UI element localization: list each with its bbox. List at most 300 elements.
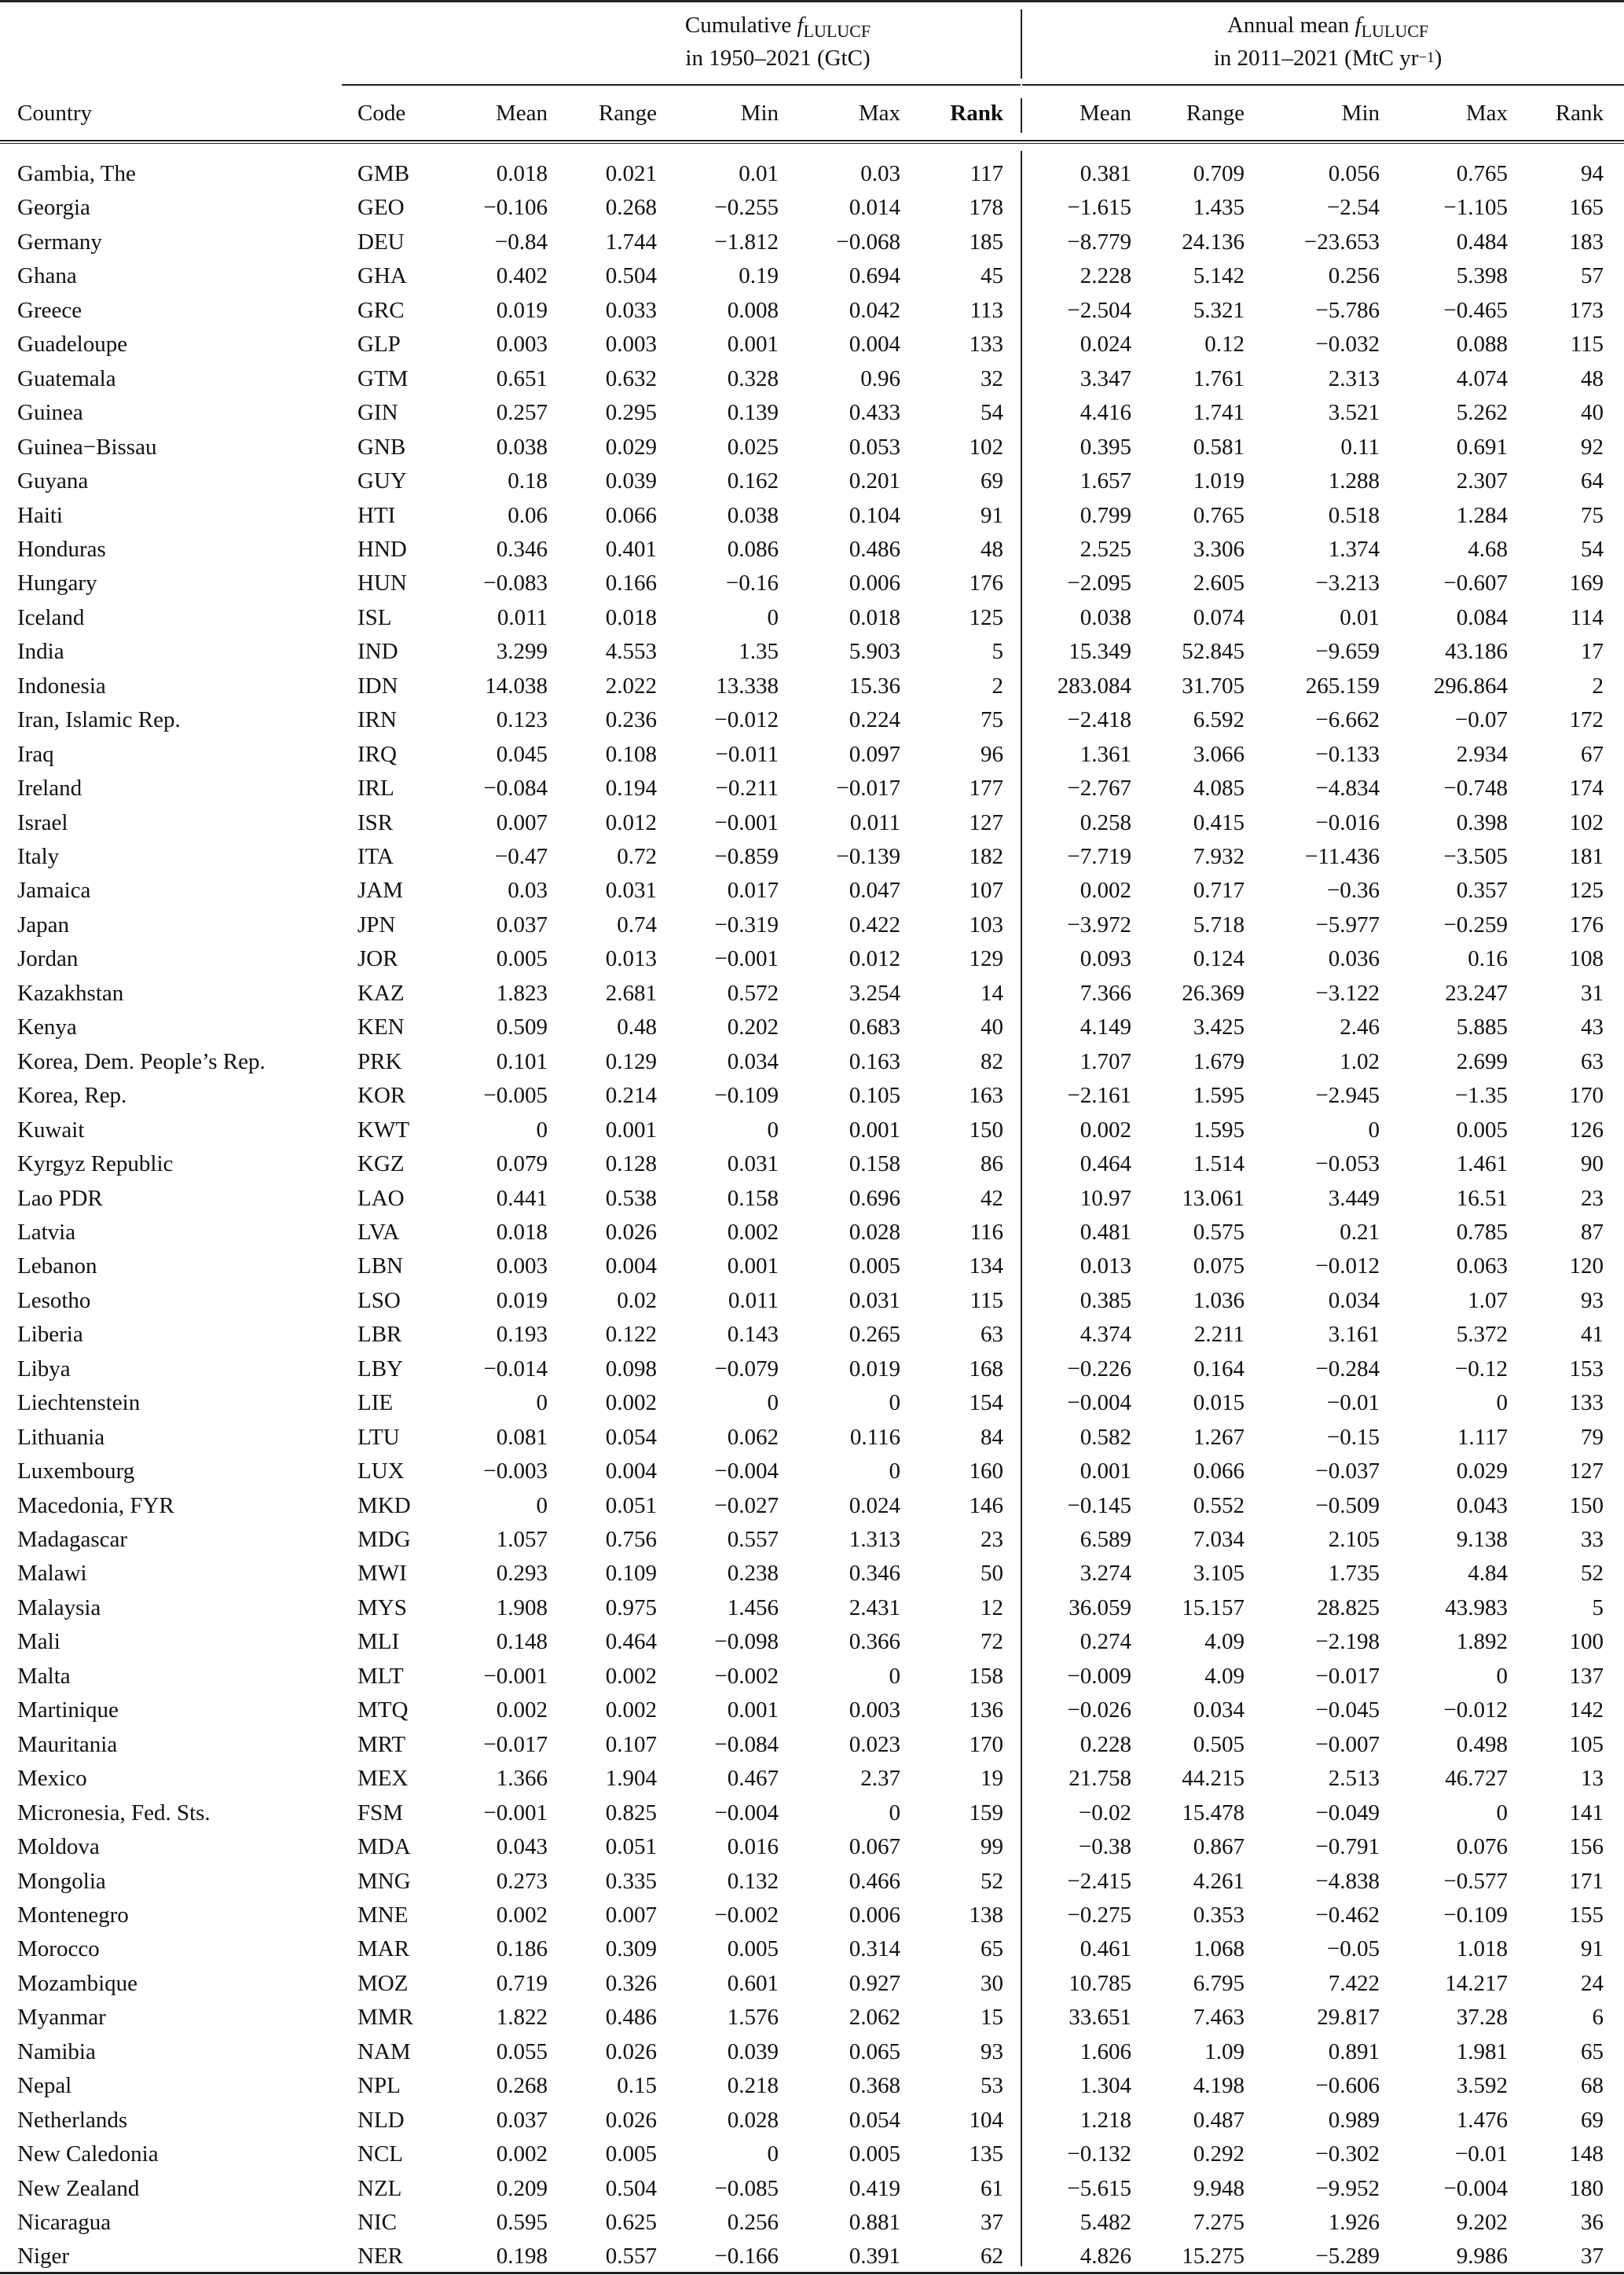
cell-code: LUX	[357, 1459, 405, 1484]
cell-ann-range: 5.718	[1193, 912, 1245, 938]
cell-cum-range: 0.054	[605, 1424, 657, 1450]
cell-country: Kazakhstan	[17, 980, 124, 1006]
cell-ann-mean: 33.651	[1069, 2005, 1131, 2031]
cell-cum-max: 0.053	[849, 434, 900, 460]
cell-cum-rank: 72	[981, 1629, 1003, 1655]
group-rule-left	[342, 84, 1021, 86]
cell-country: Malawi	[17, 1561, 87, 1587]
cell-cum-range: 0.538	[605, 1185, 657, 1211]
cell-ann-min: −0.017	[1315, 1663, 1380, 1689]
cell-cum-range: 0.002	[605, 1697, 657, 1723]
cell-cum-range: 1.904	[605, 1766, 657, 1792]
cell-cum-min: 0.062	[727, 1424, 779, 1450]
cell-country: Malta	[17, 1663, 71, 1689]
cell-cum-range: 0.464	[605, 1629, 657, 1655]
cell-ann-rank: 125	[1569, 878, 1604, 904]
cell-code: NZL	[357, 2175, 402, 2201]
cell-cum-rank: 160	[969, 1459, 1003, 1484]
cell-cum-range: 0.825	[605, 1800, 657, 1826]
cell-cum-rank: 185	[969, 229, 1003, 255]
cell-cum-rank: 115	[970, 1287, 1003, 1313]
cell-ann-range: 0.581	[1193, 434, 1245, 460]
cell-cum-max: 0.097	[849, 741, 900, 767]
cell-ann-min: 2.313	[1328, 365, 1380, 391]
cell-ann-mean: 1.657	[1080, 468, 1131, 494]
cell-ann-range: 0.717	[1193, 878, 1245, 904]
cell-ann-rank: 181	[1569, 844, 1604, 869]
cell-code: ITA	[357, 844, 394, 869]
cell-cum-max: 0.466	[849, 1868, 900, 1894]
cell-cum-mean: 1.366	[496, 1766, 548, 1792]
cell-cum-rank: 116	[970, 1219, 1003, 1245]
cell-cum-mean: −0.001	[483, 1663, 548, 1689]
cell-ann-rank: 13	[1581, 1766, 1604, 1792]
table-row	[0, 1693, 1624, 1727]
cell-country: Jordan	[17, 946, 79, 972]
cell-cum-mean: 0.101	[496, 1048, 548, 1074]
table-row	[0, 226, 1624, 259]
cell-ann-rank: 54	[1581, 536, 1604, 562]
cell-ann-max: 0.785	[1456, 1219, 1508, 1245]
cell-ann-max: 3.592	[1456, 2073, 1508, 2099]
cell-cum-mean: 0.018	[496, 161, 548, 186]
cell-cum-mean: −0.083	[483, 571, 548, 596]
cell-cum-min: 1.576	[727, 2005, 779, 2031]
cell-ann-min: −5.289	[1315, 2244, 1380, 2269]
cell-cum-min: 0.016	[727, 1834, 779, 1860]
cell-country: Netherlands	[17, 2107, 128, 2133]
cell-cum-mean: 1.908	[496, 1594, 548, 1620]
cell-cum-range: 0.051	[605, 1492, 657, 1518]
cell-cum-min: −0.255	[714, 195, 779, 221]
cell-cum-min: 0.031	[727, 1151, 779, 1177]
cell-ann-max: 1.981	[1456, 2038, 1508, 2064]
cell-ann-range: 4.198	[1193, 2073, 1245, 2099]
cell-cum-mean: 0.148	[496, 1629, 548, 1655]
cell-ann-min: −5.977	[1315, 912, 1380, 938]
cell-cum-range: 0.013	[605, 946, 657, 972]
cell-ann-rank: 94	[1581, 161, 1604, 186]
cell-cum-max: 0.031	[849, 1287, 900, 1313]
cell-ann-mean: 3.274	[1080, 1561, 1131, 1587]
cell-cum-max: 0.001	[849, 1117, 900, 1143]
cell-ann-range: 1.036	[1193, 1287, 1245, 1313]
cell-ann-max: −0.12	[1454, 1356, 1508, 1382]
cell-ann-max: 0.484	[1456, 229, 1508, 255]
cell-cum-rank: 12	[981, 1594, 1003, 1620]
table-row	[0, 942, 1624, 976]
cell-code: MKD	[357, 1492, 411, 1518]
cell-cum-mean: 0.055	[496, 2038, 548, 2064]
cell-ann-max: −0.259	[1443, 912, 1508, 938]
cell-ann-rank: 91	[1581, 1936, 1604, 1962]
cell-code: MAR	[357, 1936, 410, 1962]
cell-cum-rank: 52	[981, 1868, 1003, 1894]
cell-ann-max: 9.986	[1456, 2244, 1508, 2269]
cell-cum-max: −0.017	[836, 776, 900, 802]
cell-cum-range: 0.295	[605, 400, 657, 426]
cell-ann-range: 1.761	[1193, 365, 1245, 391]
cell-ann-mean: 4.149	[1080, 1015, 1131, 1040]
cell-ann-max: 9.202	[1456, 2210, 1508, 2235]
cell-cum-rank: 75	[981, 707, 1003, 733]
cell-country: Mexico	[17, 1766, 87, 1792]
cell-cum-mean: −0.005	[483, 1083, 548, 1109]
cell-ann-min: −2.54	[1326, 195, 1380, 221]
cell-country: Mozambique	[17, 1970, 138, 1996]
cell-ann-range: 52.845	[1182, 639, 1245, 665]
cell-ann-range: 0.015	[1193, 1390, 1245, 1416]
cell-cum-range: 0.003	[605, 332, 657, 358]
cell-ann-min: 1.288	[1328, 468, 1380, 494]
cell-ann-max: 0.005	[1456, 1117, 1508, 1143]
cell-ann-min: 28.825	[1317, 1594, 1380, 1620]
cell-cum-rank: 99	[981, 1834, 1003, 1860]
cell-ann-rank: 102	[1569, 809, 1604, 835]
cell-code: GUY	[357, 468, 407, 494]
cell-ann-rank: 17	[1581, 639, 1604, 665]
cell-ann-mean: 4.826	[1080, 2244, 1131, 2269]
cell-code: PRK	[357, 1048, 402, 1074]
cell-cum-mean: 0	[536, 1390, 548, 1416]
cell-cum-rank: 146	[969, 1492, 1003, 1518]
cell-ann-rank: 127	[1569, 1459, 1604, 1484]
cell-ann-range: 1.741	[1193, 400, 1245, 426]
cell-ann-range: 4.09	[1204, 1629, 1245, 1655]
cell-cum-range: 0.108	[605, 741, 657, 767]
cell-cum-range: 0.401	[605, 536, 657, 562]
cell-ann-rank: 37	[1581, 2244, 1604, 2269]
cell-ann-mean: −0.004	[1067, 1390, 1131, 1416]
cell-country: Macedonia, FYR	[17, 1492, 174, 1518]
cell-ann-mean: 0.395	[1080, 434, 1131, 460]
cell-cum-max: 0.201	[849, 468, 900, 494]
cell-ann-min: 0.034	[1328, 1287, 1380, 1313]
cell-code: LBR	[357, 1322, 402, 1348]
table-row	[0, 1079, 1624, 1113]
cell-ann-range: 0.066	[1193, 1459, 1245, 1484]
col-header-cum-range: Range	[598, 101, 657, 126]
cell-ann-min: −0.284	[1315, 1356, 1380, 1382]
cell-ann-mean: 1.218	[1080, 2107, 1131, 2133]
cell-cum-min: 0.001	[727, 332, 779, 358]
cell-ann-rank: 150	[1569, 1492, 1604, 1518]
cell-ann-min: 1.926	[1328, 2210, 1380, 2235]
symbol-f: f	[797, 13, 804, 38]
cell-cum-max: 0.116	[849, 1424, 900, 1450]
cell-cum-max: 0.004	[849, 332, 900, 358]
cell-code: LBN	[357, 1253, 403, 1279]
cell-code: GTM	[357, 365, 409, 391]
cell-ann-min: 0	[1368, 1117, 1380, 1143]
cell-country: Lithuania	[17, 1424, 105, 1450]
cell-country: Micronesia, Fed. Sts.	[17, 1800, 211, 1826]
cell-ann-rank: 108	[1569, 946, 1604, 972]
cell-ann-max: 296.864	[1433, 673, 1508, 699]
cell-cum-max: 0.019	[849, 1356, 900, 1382]
cell-ann-rank: 79	[1581, 1424, 1604, 1450]
cell-cum-range: 0.48	[617, 1015, 657, 1040]
cell-ann-max: 0.398	[1456, 809, 1508, 835]
cell-ann-rank: 174	[1569, 776, 1604, 802]
cell-ann-mean: 0.464	[1080, 1151, 1131, 1177]
cell-cum-rank: 177	[969, 776, 1003, 802]
cell-cum-mean: 0.441	[496, 1185, 548, 1211]
table-row	[0, 738, 1624, 772]
cell-ann-mean: 0.013	[1080, 1253, 1131, 1279]
cell-cum-mean: 0.018	[496, 1219, 548, 1245]
cell-ann-min: 0.01	[1340, 604, 1380, 630]
cell-cum-min: 0.162	[727, 468, 779, 494]
cell-ann-range: 0.867	[1193, 1834, 1245, 1860]
table-row	[0, 464, 1624, 498]
cell-cum-rank: 50	[981, 1561, 1003, 1587]
cell-code: HND	[357, 536, 407, 562]
cell-country: Lao PDR	[17, 1185, 103, 1211]
table-row	[0, 2001, 1624, 2035]
cell-ann-range: 0.074	[1193, 604, 1245, 630]
cell-ann-rank: 57	[1581, 263, 1604, 289]
cell-cum-max: 0.065	[849, 2038, 900, 2064]
cell-ann-max: 9.138	[1456, 1527, 1508, 1552]
cell-ann-range: 0.12	[1204, 332, 1245, 358]
cell-cum-min: 0.002	[727, 1219, 779, 1245]
cell-cum-min: 0.086	[727, 536, 779, 562]
cell-cum-rank: 182	[969, 844, 1003, 869]
cell-ann-mean: −0.132	[1067, 2141, 1131, 2167]
table-row	[0, 1899, 1624, 1932]
cell-cum-rank: 103	[969, 912, 1003, 938]
table-row	[0, 1625, 1624, 1659]
cell-country: Jamaica	[17, 878, 91, 904]
cell-ann-range: 0.709	[1193, 161, 1245, 186]
cell-country: Ireland	[17, 776, 82, 802]
cell-ann-range: 0.415	[1193, 809, 1245, 835]
cell-code: MMR	[357, 2005, 413, 2031]
table-row	[0, 1386, 1624, 1420]
table-row	[0, 396, 1624, 430]
cell-ann-rank: 75	[1581, 502, 1604, 528]
cell-cum-range: 0.268	[605, 195, 657, 221]
cell-ann-max: 43.983	[1445, 1594, 1508, 1620]
table-row	[0, 1318, 1624, 1352]
group-header-cumulative	[550, 9, 1006, 74]
cell-ann-range: 1.595	[1193, 1117, 1245, 1143]
cell-cum-range: 0.504	[605, 2175, 657, 2201]
cell-ann-max: −0.607	[1443, 571, 1508, 596]
cell-ann-rank: 142	[1569, 1697, 1604, 1723]
cell-cum-range: 0.098	[605, 1356, 657, 1382]
cell-ann-max: 4.68	[1468, 536, 1508, 562]
cell-ann-range: 1.514	[1193, 1151, 1245, 1177]
cell-cum-rank: 125	[969, 604, 1003, 630]
cell-cum-rank: 45	[981, 263, 1003, 289]
cell-ann-min: −9.952	[1315, 2175, 1380, 2201]
cell-country: Honduras	[17, 536, 106, 562]
cell-cum-rank: 154	[969, 1390, 1003, 1416]
cell-cum-rank: 93	[981, 2038, 1003, 2064]
cell-country: Greece	[17, 297, 82, 323]
cell-ann-max: 16.51	[1456, 1185, 1508, 1211]
cell-cum-range: 0.066	[605, 502, 657, 528]
table-row	[0, 806, 1624, 840]
cell-cum-min: 0	[767, 1117, 779, 1143]
cell-cum-rank: 69	[981, 468, 1003, 494]
cell-ann-min: −3.122	[1315, 980, 1380, 1006]
cell-ann-max: 2.934	[1456, 741, 1508, 767]
cell-ann-mean: 0.024	[1080, 332, 1131, 358]
cell-cum-min: −0.085	[714, 2175, 779, 2201]
cell-ann-mean: −2.767	[1067, 776, 1131, 802]
cell-ann-mean: 0.093	[1080, 946, 1131, 972]
symbol-f: f	[1355, 13, 1362, 38]
cell-ann-max: 0	[1496, 1800, 1508, 1826]
cell-cum-min: 0.19	[739, 263, 779, 289]
cell-ann-range: 4.261	[1193, 1868, 1245, 1894]
cell-ann-max: 1.892	[1456, 1629, 1508, 1655]
cell-ann-rank: 133	[1569, 1390, 1604, 1416]
cell-code: ISL	[357, 604, 392, 630]
cell-country: New Zealand	[17, 2175, 140, 2201]
table-row	[0, 1114, 1624, 1147]
cell-cum-max: 15.36	[849, 673, 900, 699]
cell-ann-mean: −2.095	[1067, 571, 1131, 596]
cell-code: KGZ	[357, 1151, 405, 1177]
cell-ann-max: 0.063	[1456, 1253, 1508, 1279]
cell-cum-range: 0.107	[605, 1731, 657, 1757]
cell-ann-max: −0.109	[1443, 1902, 1508, 1928]
cell-cum-min: 0.467	[727, 1766, 779, 1792]
cell-country: Israel	[17, 809, 68, 835]
cell-ann-mean: −3.972	[1067, 912, 1131, 938]
cell-ann-rank: 23	[1581, 1185, 1604, 1211]
table-row	[0, 294, 1624, 328]
cell-cum-rank: 82	[981, 1048, 1003, 1074]
cell-ann-min: −2.198	[1315, 1629, 1380, 1655]
cell-ann-max: −1.35	[1454, 1083, 1508, 1109]
cell-ann-range: 26.369	[1182, 980, 1245, 1006]
cell-cum-max: 0.694	[849, 263, 900, 289]
cell-code: MOZ	[357, 1970, 409, 1996]
cell-ann-mean: −2.418	[1067, 707, 1131, 733]
cell-code: HTI	[357, 502, 396, 528]
cell-cum-min: 0.038	[727, 502, 779, 528]
cell-ann-min: 2.46	[1340, 1015, 1380, 1040]
cell-ann-range: 3.066	[1193, 741, 1245, 767]
cell-cum-rank: 63	[981, 1322, 1003, 1348]
cell-cum-rank: 54	[981, 400, 1003, 426]
cell-ann-rank: 114	[1570, 604, 1604, 630]
cell-ann-max: 1.476	[1456, 2107, 1508, 2133]
cell-ann-mean: 36.059	[1069, 1594, 1131, 1620]
cell-ann-range: 2.211	[1193, 1322, 1245, 1348]
cell-cum-rank: 117	[970, 161, 1003, 186]
cell-code: KAZ	[357, 980, 405, 1006]
cell-ann-range: 1.435	[1193, 195, 1245, 221]
cell-ann-mean: −7.719	[1067, 844, 1131, 869]
cell-cum-min: −0.002	[714, 1902, 779, 1928]
cell-ann-rank: 165	[1569, 195, 1604, 221]
cell-ann-min: 3.521	[1328, 400, 1380, 426]
cell-ann-rank: 52	[1581, 1561, 1604, 1587]
table-row	[0, 2035, 1624, 2069]
cell-ann-mean: 0.038	[1080, 604, 1131, 630]
cell-ann-rank: 31	[1581, 980, 1604, 1006]
cell-ann-rank: 36	[1581, 2210, 1604, 2235]
cell-cum-mean: 0.002	[496, 1697, 548, 1723]
cell-ann-range: 0.552	[1193, 1492, 1245, 1518]
cell-cum-min: 0.139	[727, 400, 779, 426]
cell-ann-rank: 148	[1569, 2141, 1604, 2167]
cell-cum-min: −0.098	[714, 1629, 779, 1655]
cell-cum-max: 5.903	[849, 639, 900, 665]
cell-code: NLD	[357, 2107, 405, 2133]
cell-cum-mean: 0.043	[496, 1834, 548, 1860]
cell-ann-range: 0.292	[1193, 2141, 1245, 2167]
cell-cum-min: 0.158	[727, 1185, 779, 1211]
cell-cum-mean: −0.47	[494, 844, 548, 869]
cell-country: Malaysia	[17, 1594, 101, 1620]
cell-cum-rank: 102	[969, 434, 1003, 460]
cell-ann-max: 0.765	[1456, 161, 1508, 186]
cell-ann-rank: 137	[1569, 1663, 1604, 1689]
cell-cum-max: 0.696	[849, 1185, 900, 1211]
cell-cum-rank: 53	[981, 2073, 1003, 2099]
cell-ann-mean: −2.415	[1067, 1868, 1131, 1894]
cell-cum-max: 0.486	[849, 536, 900, 562]
cell-ann-range: 5.321	[1193, 297, 1245, 323]
cell-cum-min: −0.001	[714, 946, 779, 972]
cell-cum-max: 0.024	[849, 1492, 900, 1518]
cell-cum-mean: 0.037	[496, 912, 548, 938]
cell-cum-max: 0.047	[849, 878, 900, 904]
cell-cum-range: 0.194	[605, 776, 657, 802]
table-row	[0, 1045, 1624, 1079]
cell-ann-rank: 172	[1569, 707, 1604, 733]
cell-ann-max: −0.465	[1443, 297, 1508, 323]
units-exponent: −1	[1418, 50, 1435, 66]
cell-cum-range: 0.018	[605, 604, 657, 630]
cell-cum-min: −0.084	[714, 1731, 779, 1757]
cell-ann-mean: 0.799	[1080, 502, 1131, 528]
cell-ann-range: 3.306	[1193, 536, 1245, 562]
cell-cum-rank: 170	[969, 1731, 1003, 1757]
cell-ann-min: −0.606	[1315, 2073, 1380, 2099]
cell-code: HUN	[357, 571, 407, 596]
units-close: )	[1434, 46, 1443, 71]
cell-cum-mean: 0.038	[496, 434, 548, 460]
group-header-prefix: Annual mean	[1226, 13, 1355, 38]
cell-cum-max: 2.431	[849, 1594, 900, 1620]
cell-cum-mean: 0.019	[496, 297, 548, 323]
cell-country: Haiti	[17, 502, 63, 528]
cell-ann-mean: 0.002	[1080, 1117, 1131, 1143]
cell-ann-rank: 2	[1592, 673, 1604, 699]
group-header-cumulative-line1	[550, 9, 1006, 42]
cell-cum-min: −0.002	[714, 1663, 779, 1689]
cell-ann-rank: 43	[1581, 1015, 1604, 1040]
cell-code: GNB	[357, 434, 406, 460]
cell-cum-min: 0.256	[727, 2210, 779, 2235]
cell-ann-rank: 69	[1581, 2107, 1604, 2133]
cell-cum-range: 0.001	[605, 1117, 657, 1143]
cell-cum-min: 13.338	[716, 673, 779, 699]
cell-country: Japan	[17, 912, 70, 938]
table-row	[0, 2069, 1624, 2103]
cell-cum-range: 0.002	[605, 1390, 657, 1416]
cell-cum-range: 0.021	[605, 161, 657, 186]
cell-country: Mali	[17, 1629, 60, 1655]
